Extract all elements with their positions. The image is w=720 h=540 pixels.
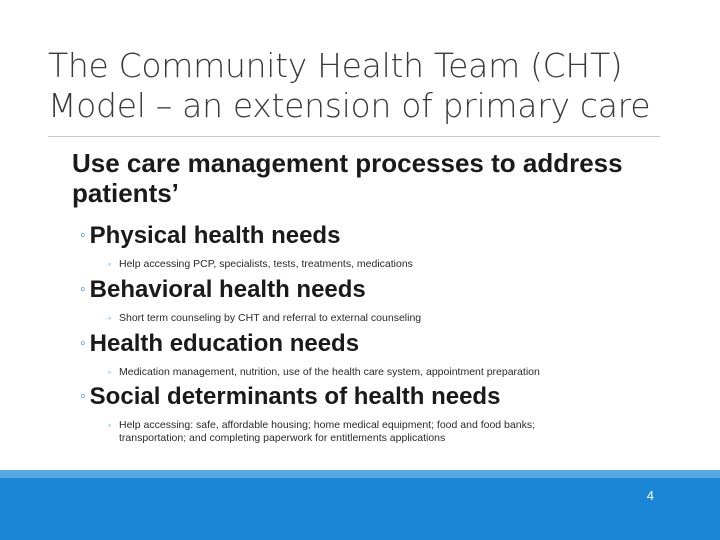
- item-detail-text: Short term counseling by CHT and referral to external counseling: [119, 312, 422, 324]
- item-heading-text: Behavioral health needs: [89, 276, 366, 303]
- list-item-social-determinants: [80, 383, 680, 445]
- footer-band: [0, 470, 720, 540]
- slide-title-line-1: The Community Health Team (CHT): [48, 46, 623, 85]
- slide-title-line-2: Model – an extension of primary care: [48, 86, 651, 125]
- sub-bullet-icon: ◦: [108, 259, 112, 269]
- lead-text: Use care management processes to address patients’: [72, 148, 623, 208]
- footer-accent-bar: [0, 470, 720, 478]
- item-detail-text: Help accessing PCP, specialists, tests, treatments, medications: [119, 258, 413, 270]
- list-item-behavioral: [80, 276, 680, 325]
- bullet-marker-icon: ◦: [80, 388, 86, 405]
- title-divider: [48, 136, 660, 137]
- bullet-marker-icon: ◦: [80, 227, 86, 244]
- item-heading-text: Physical health needs: [89, 222, 341, 249]
- item-detail: [108, 258, 680, 271]
- page-number: 4: [646, 488, 654, 503]
- item-detail-text: Help accessing: safe, affordable housing; home medical equipment; food and food banks; transportation; and completing paperwork for entitlements applications: [119, 419, 535, 444]
- item-detail: [108, 419, 599, 445]
- list-item-physical: [80, 222, 680, 271]
- list-item-health-education: [80, 330, 680, 379]
- item-heading: [80, 276, 680, 304]
- item-heading-text: Health education needs: [89, 330, 360, 357]
- sub-bullet-icon: ◦: [108, 367, 112, 377]
- item-heading: [80, 330, 680, 358]
- item-detail: [108, 366, 680, 379]
- item-detail: [108, 312, 680, 325]
- item-heading-text: Social determinants of health needs: [89, 383, 501, 410]
- bullet-marker-icon: ◦: [80, 335, 86, 352]
- sub-bullet-icon: ◦: [108, 420, 112, 430]
- slide-title: [48, 46, 688, 126]
- item-heading: [80, 383, 680, 411]
- item-detail-text: Medication management, nutrition, use of the health care system, appointment preparation: [119, 366, 540, 378]
- item-heading: [80, 222, 680, 250]
- bullet-marker-icon: ◦: [80, 281, 86, 298]
- sub-bullet-icon: ◦: [108, 313, 112, 323]
